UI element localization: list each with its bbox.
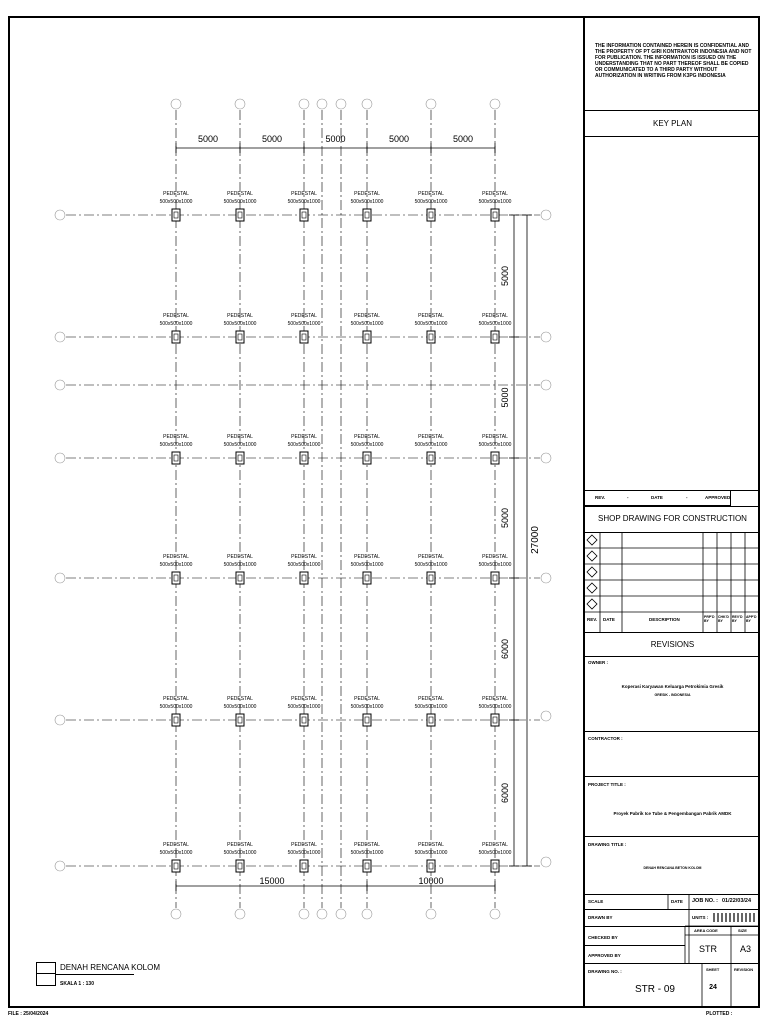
pedestal-size: 500x500x1000 [287, 562, 321, 568]
legend-underline [56, 974, 134, 975]
checked-by-label: CHECKED BY [588, 935, 618, 940]
size-value: A3 [739, 944, 751, 954]
grid-bubble [55, 861, 65, 871]
size-label: SIZE [738, 928, 747, 933]
pedestal-column [363, 331, 371, 343]
pedestal-column [363, 209, 371, 221]
pedestal-size: 500x500x1000 [159, 562, 193, 568]
drawing-title-label: DRAWING TITLE : [588, 842, 627, 847]
pedestal-label: PEDESTAL [227, 696, 253, 702]
key-plan-heading: KEY PLAN [653, 119, 692, 128]
shop-drawing-heading: SHOP DRAWING FOR CONSTRUCTION [598, 514, 747, 523]
grid-bubble [490, 909, 500, 919]
pedestal-column [172, 452, 180, 464]
pedestal-size: 500x500x1000 [350, 562, 384, 568]
pedestal-label: PEDESTAL [482, 842, 508, 848]
grid-bubble [235, 909, 245, 919]
grid-bubble [55, 715, 65, 725]
pedestal-column [172, 860, 180, 872]
pedestal-size: 500x500x1000 [350, 704, 384, 710]
pedestal-column [427, 209, 435, 221]
pedestal-size: 500x500x1000 [223, 442, 257, 448]
pedestal-label: PEDESTAL [163, 554, 189, 560]
grid-bubble [362, 909, 372, 919]
pedestal-size: 500x500x1000 [350, 850, 384, 856]
pedestal-label: PEDESTAL [482, 191, 508, 197]
pedestal-label: PEDESTAL [418, 191, 444, 197]
sheet-value: 24 [709, 984, 717, 991]
pedestal-size: 500x500x1000 [414, 850, 448, 856]
pedestal-label: PEDESTAL [418, 696, 444, 702]
pedestal-column [300, 452, 308, 464]
pedestal-size: 500x500x1000 [159, 442, 193, 448]
grid-bubble [235, 99, 245, 109]
pedestal-label: PEDESTAL [163, 191, 189, 197]
dimension-top-label: 5000 [197, 134, 219, 144]
dimension-top-label: 5000 [261, 134, 283, 144]
approved-by-label: APPROVED BY [588, 953, 621, 958]
dimension-top-label: 5000 [388, 134, 410, 144]
pedestal-label: PEDESTAL [354, 313, 380, 319]
pedestal-column [236, 714, 244, 726]
grid-bubble [317, 909, 327, 919]
pedestal-column [300, 331, 308, 343]
grid-bubble [317, 99, 327, 109]
pedestal-column [172, 572, 180, 584]
sheet-label: SHEET [706, 967, 720, 972]
pedestal-column [427, 452, 435, 464]
grid-bubble [541, 711, 551, 721]
pedestal-label: PEDESTAL [163, 313, 189, 319]
grid-bubble [171, 909, 181, 919]
pedestal-label: PEDESTAL [163, 842, 189, 848]
pedestal-label: PEDESTAL [482, 554, 508, 560]
rev-col-appd: APP'D BY [746, 615, 757, 623]
date-label: DATE [671, 899, 683, 904]
contractor-label: CONTRACTOR : [588, 736, 623, 741]
grid-bubble [336, 909, 346, 919]
dimension-top-label: 5000 [452, 134, 474, 144]
pedestal-column [491, 209, 499, 221]
pedestal-size: 500x500x1000 [287, 199, 321, 205]
dimension-right-label: 5000 [500, 387, 510, 408]
pedestal-column [172, 331, 180, 343]
pedestal-size: 500x500x1000 [414, 442, 448, 448]
pedestal-size: 500x500x1000 [159, 199, 193, 205]
pedestal-column [491, 452, 499, 464]
pedestal-size: 500x500x1000 [414, 321, 448, 327]
pedestal-size: 500x500x1000 [223, 562, 257, 568]
pedestal-size: 500x500x1000 [414, 199, 448, 205]
legend-title: DENAH RENCANA KOLOM [60, 963, 161, 972]
grid-bubble [426, 99, 436, 109]
pedestal-column [236, 331, 244, 343]
pedestal-size: 500x500x1000 [478, 321, 512, 327]
pedestal-label: PEDESTAL [291, 434, 317, 440]
pedestal-label: PEDESTAL [291, 313, 317, 319]
pedestal-label: PEDESTAL [482, 434, 508, 440]
pedestal-size: 500x500x1000 [350, 442, 384, 448]
approval-rev-label: REV. [595, 495, 606, 500]
pedestal-label: PEDESTAL [163, 434, 189, 440]
pedestal-label: PEDESTAL [227, 554, 253, 560]
drawing-no-label: DRAWING NO. : [588, 969, 622, 974]
rev-col-rev: REV. [587, 617, 598, 622]
pedestal-label: PEDESTAL [227, 842, 253, 848]
pedestal-label: PEDESTAL [291, 696, 317, 702]
approval-box [585, 490, 731, 506]
owner-label: OWNER : [588, 660, 608, 665]
pedestal-size: 500x500x1000 [287, 321, 321, 327]
drawing-title: DENAH RENCANA BETON KOLOM [643, 866, 702, 870]
dimension-right-label: 6000 [500, 782, 510, 804]
pedestal-column [236, 572, 244, 584]
pedestal-label: PEDESTAL [227, 313, 253, 319]
grid-bubble [299, 909, 309, 919]
pedestal-label: PEDESTAL [354, 554, 380, 560]
pedestal-column [491, 331, 499, 343]
pedestal-size: 500x500x1000 [287, 850, 321, 856]
drawing-no-value: STR - 09 [634, 984, 675, 995]
pedestal-label: PEDESTAL [354, 696, 380, 702]
grid-bubble [541, 453, 551, 463]
pedestal-label: PEDESTAL [163, 696, 189, 702]
pedestal-column [300, 860, 308, 872]
pedestal-column [363, 714, 371, 726]
pedestal-size: 500x500x1000 [223, 321, 257, 327]
pedestal-size: 500x500x1000 [350, 321, 384, 327]
grid-bubble [55, 380, 65, 390]
legend-scale: SKALA 1 : 130 [60, 981, 94, 987]
job-no-label: JOB NO. : [692, 898, 718, 904]
pedestal-column [427, 572, 435, 584]
pedestal-label: PEDESTAL [354, 842, 380, 848]
approval-date-label: DATE [651, 495, 663, 500]
grid-bubble [541, 332, 551, 342]
pedestal-size: 500x500x1000 [223, 704, 257, 710]
pedestal-column [236, 452, 244, 464]
pedestal-label: PEDESTAL [482, 313, 508, 319]
revisions-heading: REVISIONS [650, 640, 695, 649]
grid-bubble [55, 210, 65, 220]
revision-label: REVISION [734, 967, 754, 972]
area-code-label: AREA CODE [694, 928, 718, 933]
grid-bubble [171, 99, 181, 109]
file-date: FILE : 25/04/2024 [8, 1011, 49, 1017]
owner-name: Koperasi Karyawan Keluarga Petrokimia Gresik [621, 684, 724, 689]
title-block-dividers [585, 894, 760, 1008]
grid-bubble [541, 210, 551, 220]
rev-col-description: DESCRIPTION [649, 617, 680, 622]
pedestal-column [363, 572, 371, 584]
pedestal-label: PEDESTAL [291, 842, 317, 848]
pedestal-column [300, 209, 308, 221]
grid-bubble [55, 453, 65, 463]
pedestal-label: PEDESTAL [418, 434, 444, 440]
project-title: Proyek Pabrik Ice Tube & Pengembangan Pabrik AMDK [613, 811, 732, 816]
plotted-label: PLOTTED : [706, 1011, 733, 1017]
dimension-right-label: 5000 [500, 265, 510, 287]
grid-bubble [426, 909, 436, 919]
pedestal-label: PEDESTAL [227, 434, 253, 440]
owner-location: GRESIK - INDONESIA [654, 693, 691, 697]
drawn-by-label: DRAWN BY [588, 915, 613, 920]
grid-bubble [336, 99, 346, 109]
grid-bubble [299, 99, 309, 109]
pedestal-size: 500x500x1000 [350, 199, 384, 205]
pedestal-column [363, 452, 371, 464]
legend-symbol [36, 962, 56, 986]
dimension-right-label: 6000 [500, 638, 510, 660]
pedestal-column [363, 860, 371, 872]
pedestal-column [427, 714, 435, 726]
pedestal-column [236, 209, 244, 221]
pedestal-size: 500x500x1000 [159, 704, 193, 710]
pedestal-size: 500x500x1000 [478, 199, 512, 205]
pedestal-size: 500x500x1000 [478, 850, 512, 856]
pedestal-column [172, 209, 180, 221]
confidential-notice: THE INFORMATION CONTAINED HEREIN IS CONFIDENTIAL AND THE PROPERTY OF PT GIRI KONTRAKTOR INDONESIA AND NOT FOR PUBLICATION. THE INFORMATION IS ISSUED ON THE UNDERSTANDING THAT NO PART THEREOF SHALL BE COPIED OR COMMUNICATED TO A THIRD PARTY WITHOUT AUTHORIZATION IN WRITING FROM K3PG INDONESIA [595, 43, 752, 79]
job-no-value: 01/22/03/24 [722, 898, 752, 904]
pedestal-label: PEDESTAL [418, 554, 444, 560]
pedestal-size: 500x500x1000 [223, 199, 257, 205]
area-code-value: STR [699, 944, 717, 954]
pedestal-column [300, 714, 308, 726]
rev-col-chkd: CHK'D BY [718, 615, 729, 623]
pedestal-label: PEDESTAL [291, 191, 317, 197]
pedestal-label: PEDESTAL [418, 842, 444, 848]
grid-bubble [541, 573, 551, 583]
pedestal-size: 500x500x1000 [159, 321, 193, 327]
dimension-bottom-label: 15000 [259, 876, 285, 886]
dimension-bottom-label: 10000 [418, 876, 444, 886]
rev-col-revd: REV'D BY [732, 615, 743, 623]
pedestal-column [236, 860, 244, 872]
grid-bubble [55, 573, 65, 583]
grid-bubble [55, 332, 65, 342]
pedestal-size: 500x500x1000 [223, 850, 257, 856]
grid-bubble [362, 99, 372, 109]
pedestal-size: 500x500x1000 [478, 442, 512, 448]
pedestal-column [491, 572, 499, 584]
approval-approved-label: APPROVED [705, 495, 731, 500]
rev-col-date: DATE [603, 617, 615, 622]
approval-dash: - [686, 495, 688, 500]
pedestal-label: PEDESTAL [482, 696, 508, 702]
dimension-right-label: 5000 [500, 507, 510, 529]
rev-col-prpd: PRP'D BY [704, 615, 715, 623]
dimension-top-label: 5000 [325, 134, 346, 144]
pedestal-size: 500x500x1000 [478, 704, 512, 710]
pedestal-column [491, 860, 499, 872]
pedestal-column [300, 572, 308, 584]
scale-label: SCALE [588, 899, 604, 904]
pedestal-label: PEDESTAL [227, 191, 253, 197]
pedestal-size: 500x500x1000 [414, 562, 448, 568]
pedestal-column [427, 331, 435, 343]
pedestal-size: 500x500x1000 [159, 850, 193, 856]
grid-bubble [541, 857, 551, 867]
pedestal-column [427, 860, 435, 872]
pedestal-size: 500x500x1000 [287, 442, 321, 448]
pedestal-size: 500x500x1000 [414, 704, 448, 710]
pedestal-label: PEDESTAL [354, 191, 380, 197]
grid-bubble [490, 99, 500, 109]
title-block [583, 16, 760, 1008]
pedestal-column [491, 714, 499, 726]
pedestal-label: PEDESTAL [418, 313, 444, 319]
pedestal-column [172, 714, 180, 726]
pedestal-size: 500x500x1000 [478, 562, 512, 568]
units-label: UNITS : [692, 915, 709, 920]
grid-bubble [541, 380, 551, 390]
pedestal-label: PEDESTAL [291, 554, 317, 560]
approval-dash: - [627, 495, 629, 500]
pedestal-size: 500x500x1000 [287, 704, 321, 710]
pedestal-label: PEDESTAL [354, 434, 380, 440]
project-title-label: PROJECT TITLE : [588, 782, 626, 787]
dimension-overall-label: 27000 [530, 526, 541, 554]
